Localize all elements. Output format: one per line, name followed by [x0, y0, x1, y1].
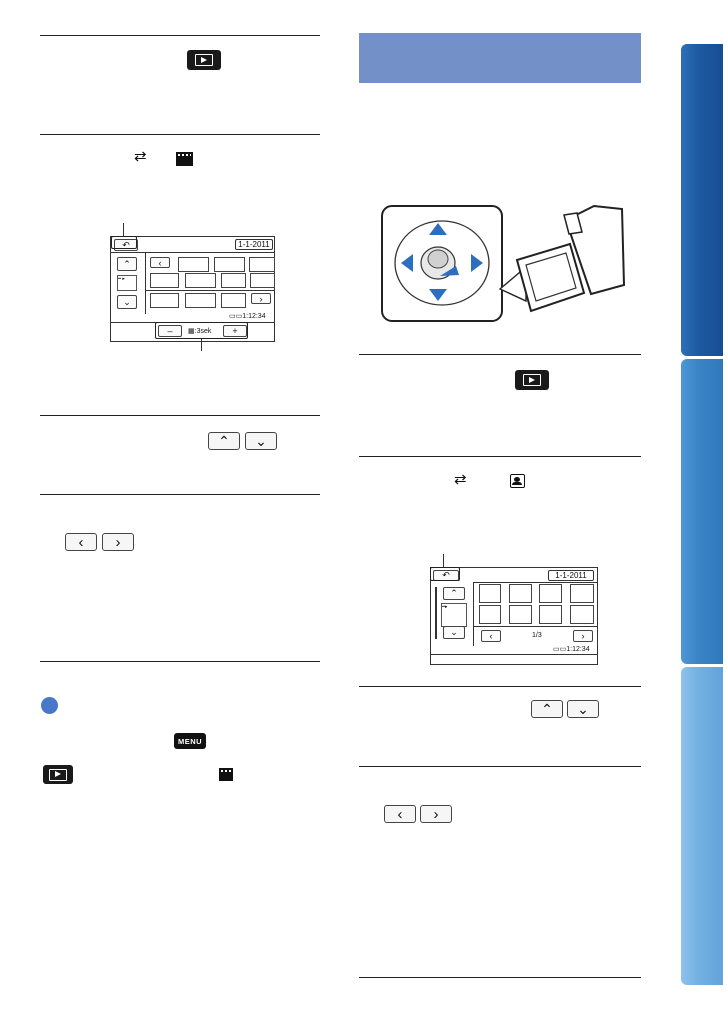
thumbnail[interactable] — [249, 257, 275, 272]
thumbnail[interactable] — [570, 584, 594, 603]
scroll-up-button[interactable]: ⌃ — [443, 587, 465, 600]
tip-dot-icon — [41, 697, 58, 714]
next-button[interactable]: › — [573, 630, 593, 642]
back-button[interactable]: ↶ — [433, 570, 459, 581]
back-callout-box — [430, 567, 460, 581]
camera-control-illustration — [380, 197, 630, 325]
thumbnail[interactable] — [479, 584, 501, 603]
thumbnail[interactable] — [185, 293, 216, 308]
next-button: › — [420, 805, 452, 823]
prev-button: ‹ — [65, 533, 97, 551]
photo-icon — [510, 474, 525, 488]
bottom-border — [431, 654, 597, 655]
interval-callout-box — [155, 322, 248, 339]
movie-film-icon — [176, 152, 193, 166]
back-callout-box — [111, 236, 137, 249]
scroll-down-button[interactable]: ⌄ — [443, 626, 465, 639]
scroll-up-button[interactable]: ⌃ — [117, 257, 137, 271]
date-bar: ━ ▸ — [117, 275, 137, 291]
scroll-down-button: ⌄ — [567, 700, 599, 718]
thumbnail[interactable] — [150, 293, 179, 308]
interval-display: ▦:3sek — [188, 328, 212, 335]
photo-index-screen — [430, 567, 598, 665]
prev-button[interactable]: ‹ — [150, 257, 170, 268]
divider — [40, 661, 320, 662]
switch-image-type-icon: ⇄ — [134, 148, 147, 165]
date-display: 1-1-2011 — [548, 570, 594, 581]
thumbnail[interactable] — [250, 273, 275, 288]
thumbnail[interactable] — [509, 584, 532, 603]
counter: ▭▭1:12:34 — [553, 646, 590, 653]
counter: ▭▭1:12:34 — [229, 313, 266, 320]
back-button[interactable]: ↶ — [114, 239, 138, 251]
scroll-up-button: ⌃ — [531, 700, 563, 718]
side-tab-contents[interactable] — [681, 44, 723, 356]
page-indicator: 1/3 — [532, 632, 542, 639]
next-button: › — [102, 533, 134, 551]
callout-line — [201, 339, 202, 351]
divider — [359, 456, 641, 457]
menu-icon: MENU — [174, 733, 206, 749]
scroll-up-button: ⌃ — [208, 432, 240, 450]
date-display: 1-1-2011 — [235, 239, 273, 250]
thumbnail[interactable] — [214, 257, 245, 272]
section-header-band — [359, 33, 641, 83]
scroll-down-button[interactable]: ⌄ — [117, 295, 137, 309]
prev-button[interactable]: ‹ — [481, 630, 501, 642]
date-bar: ━▸ — [441, 603, 467, 627]
divider — [359, 766, 641, 767]
top-border — [111, 252, 274, 253]
divider — [40, 134, 320, 135]
divider — [40, 415, 320, 416]
thumbnail[interactable] — [479, 605, 501, 624]
thumbnail[interactable] — [570, 605, 594, 624]
divider — [40, 494, 320, 495]
prev-button: ‹ — [384, 805, 416, 823]
thumbnail[interactable] — [539, 584, 562, 603]
left-strip — [435, 587, 437, 639]
timeline — [474, 626, 597, 627]
column-divider — [473, 582, 474, 646]
thumbnail[interactable] — [509, 605, 532, 624]
column-divider — [145, 252, 146, 314]
thumbnail[interactable] — [539, 605, 562, 624]
thumbnail[interactable] — [221, 273, 246, 288]
thumbnail[interactable] — [185, 273, 216, 288]
top-border — [473, 582, 597, 583]
divider — [359, 354, 641, 355]
divider — [359, 977, 641, 978]
timeline — [146, 290, 274, 291]
side-tab-index[interactable] — [681, 359, 723, 664]
thumbnail[interactable] — [150, 273, 179, 288]
view-images-icon — [43, 765, 73, 784]
scroll-down-button: ⌄ — [245, 432, 277, 450]
decrease-interval-button[interactable]: – — [158, 325, 182, 337]
thumbnail[interactable] — [221, 293, 246, 308]
view-images-icon — [187, 50, 221, 70]
divider — [359, 686, 641, 687]
side-tab-search[interactable] — [681, 667, 723, 985]
view-images-icon — [515, 370, 549, 390]
increase-interval-button[interactable]: + — [223, 325, 247, 337]
divider — [40, 35, 320, 36]
next-button[interactable]: › — [251, 293, 271, 304]
switch-image-type-icon: ⇄ — [454, 471, 467, 488]
thumbnail[interactable] — [178, 257, 209, 272]
movie-film-icon — [219, 768, 233, 781]
